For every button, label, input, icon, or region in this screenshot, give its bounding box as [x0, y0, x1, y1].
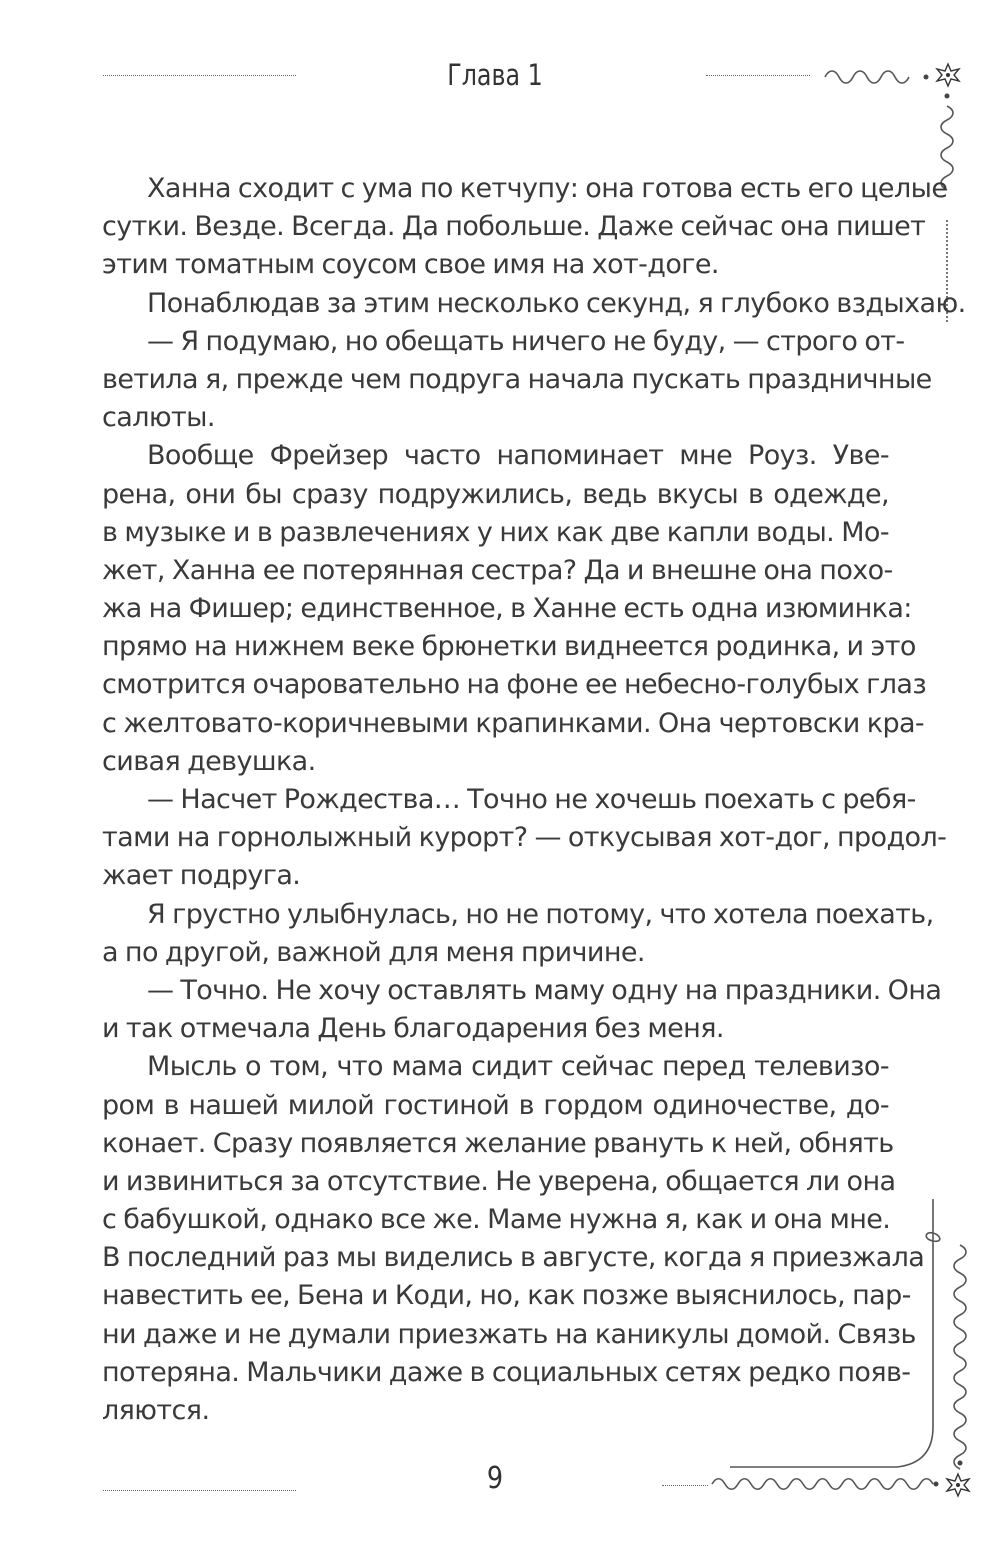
text-line: Вообще Фрейзер часто напоминает мне Роуз. Уве- [147, 440, 889, 472]
text-line: салюты. [102, 402, 215, 434]
text-line: с желтовато-коричневыми крапинками. Она чертовски кра- [102, 707, 925, 739]
text-line: тами на горнолыжный курорт? — откусывая хот-дог, продол- [102, 822, 947, 854]
text-line: конает. Сразу появляется желание рвануть к ней, обнять [102, 1127, 894, 1159]
text-line: ром в нашей милой гостиной в гордом одиночестве, до- [102, 1089, 889, 1121]
text-line: ветила я, прежде чем подруга начала пускать праздничные [102, 363, 932, 395]
text-line: жает подруга. [102, 860, 301, 892]
paragraph [102, 285, 966, 323]
page-number: 9 [486, 1461, 504, 1496]
header-rule-right [706, 75, 810, 76]
paragraph [102, 781, 947, 896]
text-line: смотрится очаровательно на фоне ее небесно-голубых глаз [102, 669, 927, 701]
text-line: и так отмечала День благодарения без меня. [102, 1013, 724, 1045]
text-line: Понаблюдав за этим несколько секунд, я глубоко вздыхаю. [147, 287, 966, 319]
corner-ornament-bottom-icon [690, 1195, 990, 1525]
paragraph [102, 437, 927, 781]
text-line: с бабушкой, однако все же. Маме нужна я, как и она мне. [102, 1204, 891, 1236]
text-line: Ханна сходит с ума по кетчупу: она готова есть его целые [147, 173, 948, 204]
paragraph [102, 896, 934, 972]
text-line: Я грустно улыбнулась, но не потому, что хотела поехать, [147, 898, 934, 930]
text-line: а по другой, важной для меня причине. [102, 936, 645, 968]
chapter-title: Глава 1 [447, 58, 543, 92]
text-line: потеряна. Мальчики даже в социальных сетях редко появ- [102, 1356, 911, 1388]
text-line: прямо на нижнем веке брюнетки виднеется родинка, и это [102, 631, 916, 663]
text-line: ни даже и не думали приезжать на каникулы домой. Связь [102, 1318, 916, 1350]
text-line: жет, Ханна ее потерянная сестра? Да и внешне она похо- [102, 554, 893, 586]
text-line: Мысль о том, что мама сидит сейчас перед телевизо- [147, 1051, 889, 1083]
text-line: В последний раз мы виделись в августе, когда я приезжала [102, 1242, 925, 1274]
text-line: навестить ее, Бена и Коди, но, как позже выяснилось, пар- [102, 1280, 911, 1312]
text-line: — Точно. Не хочу оставлять маму одну на праздники. Она [147, 974, 942, 1006]
paragraph [102, 170, 948, 285]
text-line: ляются. [102, 1395, 210, 1426]
text-line: и извиниться за отсутствие. Не уверена, общается ли она [102, 1165, 896, 1197]
text-line: жа на Фишер; единственное, в Ханне есть одна изюминка: [102, 593, 912, 625]
text-line: сивая девушка. [102, 745, 316, 777]
text-line: сутки. Везде. Всегда. Да побольше. Даже сейчас она пишет [102, 211, 926, 243]
text-line: — Я подумаю, но обещать ничего не буду, — строго от- [147, 325, 905, 357]
text-line: рена, они бы сразу подружились, ведь вкусы в одежде, [102, 478, 889, 510]
text-line: этим томатным соусом свое имя на хот-доге. [102, 249, 719, 281]
text-line: в музыке и в развлечениях у них как две капли воды. Мо- [102, 516, 889, 548]
text-line: — Насчет Рождества… Точно не хочешь поехать с ребя- [147, 784, 916, 815]
paragraph [102, 323, 932, 438]
paragraph [102, 972, 942, 1048]
